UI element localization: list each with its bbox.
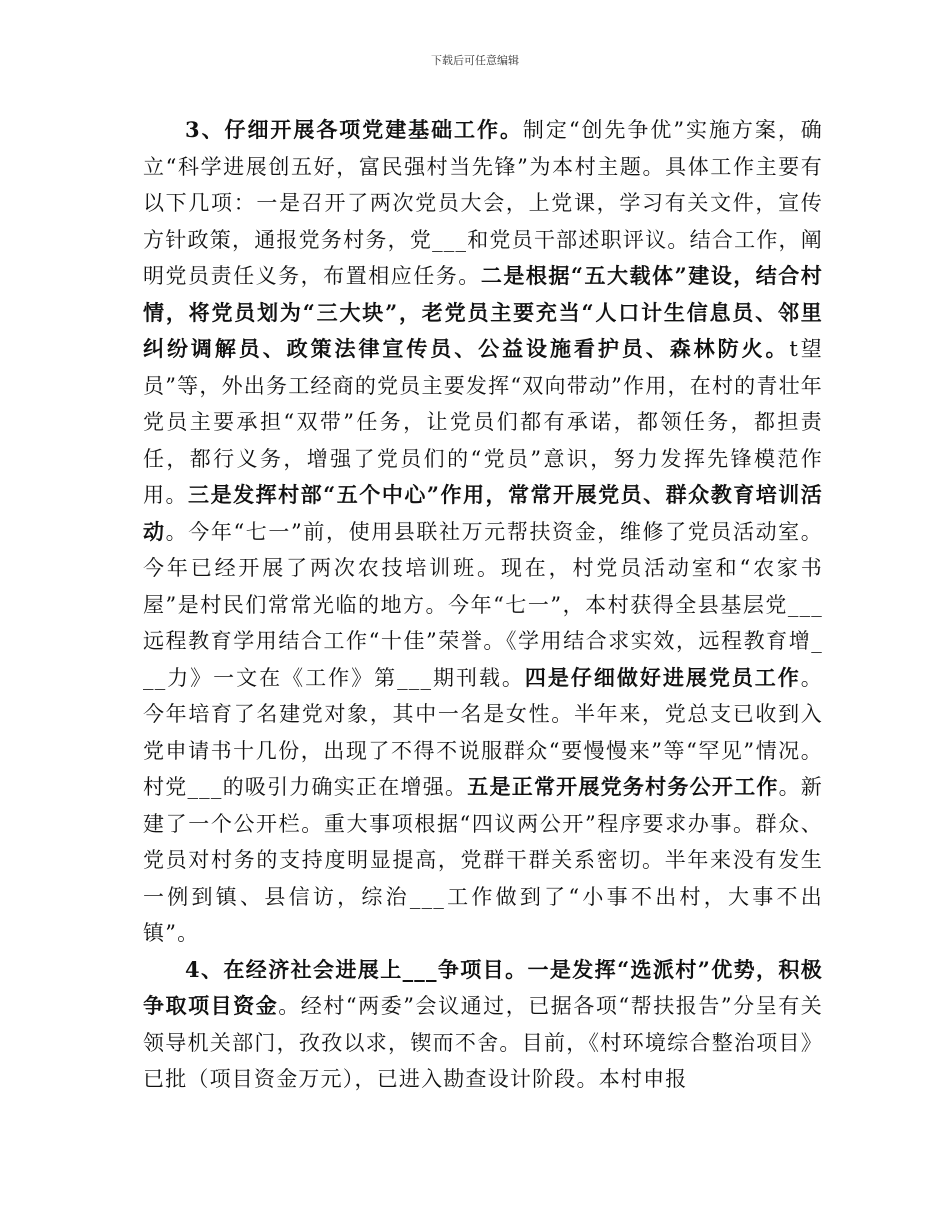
text-segment: t望员”等，外出务工经商的党员主要发挥“双向带动”作用，在村的青壮年党员主要承担“双带”任务，让党员们都有承诺，都领任务，都担责任，都行义务，增强了党员们的“党员”意识，努力发挥先锋模范作用。 — [143, 337, 823, 507]
paragraph-party-building — [143, 112, 823, 952]
text-segment: 4、在经济社会进展上___争项目。一是发挥“选派村”优势，积极争取项目资金 — [143, 956, 823, 1018]
text-segment: 3、仔细开展各项党建基础工作。 — [185, 117, 523, 142]
text-segment: 。今年培育了名建党对象，其中一名是女性。半年来，党总支已收到入党申请书十几份，出现了不得不说服群众“要慢慢来”等“罕见”情况。村党___的吸引力确实正在增强。 — [143, 665, 823, 799]
text-segment: 四是仔细做好进展党员工作 — [524, 664, 801, 690]
text-segment: 三是发挥村部“五个中心”作用，常常开展党员、群众教育培训活动 — [143, 482, 823, 544]
text-segment: 制定“创先争优”实施方案，确立“科学进展创五好，富民强村当先锋”为本村主题。具体工作主要有以下几项：一是召开了两次党员大会，上党课，学习有关文件，宣传方针政策，通报党务村务，党___和党员干部述职评议。结合工作，阐明党员责任义务，布置相应任务。 — [143, 118, 823, 288]
text-segment: 。经村“两委”会议通过，已据各项“帮扶报告”分呈有关领导机关部门，孜孜以求，锲而不舍。目前，《村环境综合整治项目》已批（项目资金万元），已进入勘查设计阶段。本村申报 — [143, 994, 823, 1091]
text-segment: 二是根据“五大载体”建设，结合村情，将党员划为“三大块”，老党员主要充当“人口计生信息员、邻里纠纷调解员、政策法律宣传员、公益设施看护员、森林防火。 — [143, 263, 824, 361]
text-segment: 。新建了一个公开栏。重大事项根据“四议两公开”程序要求办事。群众、党员对村务的支持度明显提高，党群干群关系密切。半年来没有发生一例到镇、县信访，综治___工作做到了“小事不出村，大事不出镇”。 — [143, 775, 823, 945]
paragraph-economic-projects — [143, 952, 823, 1098]
document-body — [143, 112, 823, 1098]
text-segment: 五是正常开展党务村务公开工作 — [467, 774, 779, 799]
page-header: 下载后可任意编辑 — [431, 54, 519, 67]
text-segment: 。今年“七一”前，使用县联社万元帮扶资金，维修了党员活动室。今年已经开展了两次农技培训班。现在，村党员活动室和“农家书屋”是村民们常常光临的地方。今年“七一”，本村获得全县基层党___远程教育学用结合工作“十佳”荣誉。《学用结合求实效，远程教育增___力》一文在《工作》第___期刊载。 — [143, 519, 823, 690]
